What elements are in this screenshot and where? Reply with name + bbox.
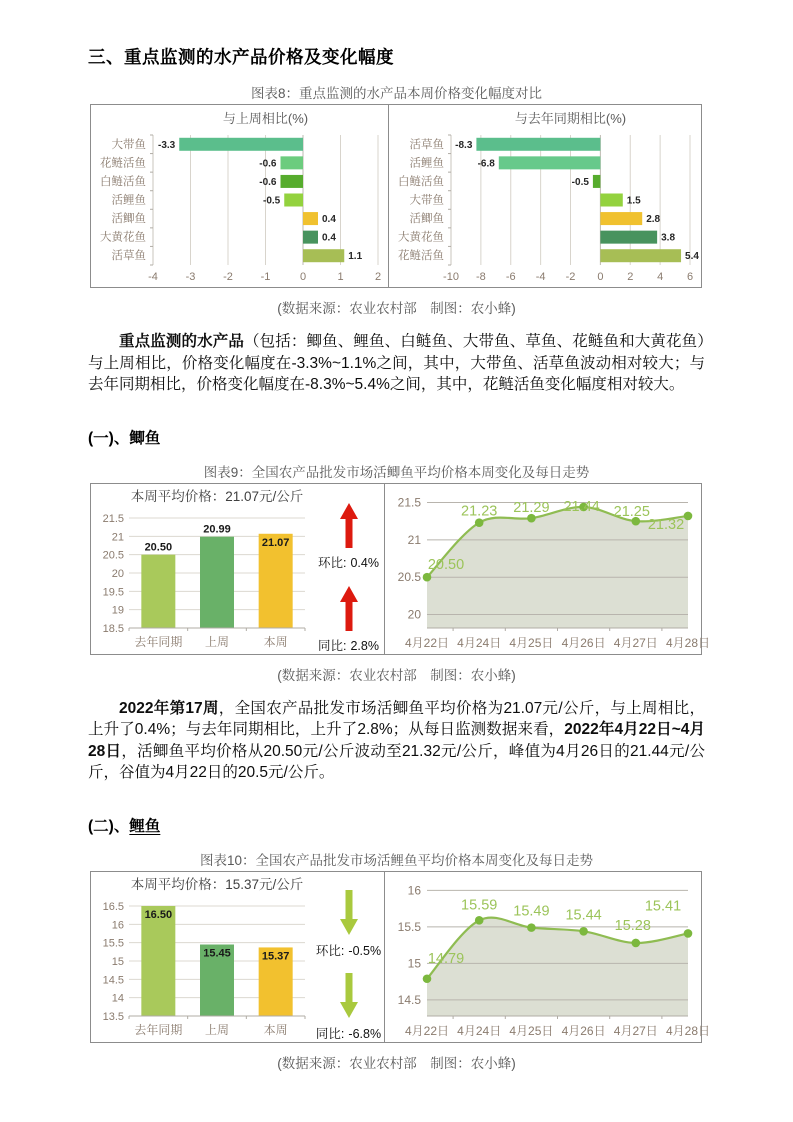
svg-text:4月26日: 4月26日	[561, 635, 606, 650]
svg-text:20.5: 20.5	[397, 569, 421, 584]
figure10-ratio-column	[313, 872, 384, 1042]
svg-text:15.49: 15.49	[513, 903, 550, 920]
figure8-source-note: (数据来源：农业农村部 制图：农小蜂)	[277, 301, 516, 316]
svg-text:16: 16	[407, 882, 421, 897]
paragraph-overview-bold: 重点监测的水产品	[119, 333, 245, 350]
svg-text:15.44: 15.44	[565, 906, 602, 923]
svg-text:-8.3: -8.3	[455, 139, 473, 151]
page-title: 三、重点监测的水产品价格及变化幅度	[88, 47, 394, 67]
svg-text:14.5: 14.5	[397, 992, 421, 1007]
figure8-right-panel	[389, 105, 700, 287]
svg-text:5.4: 5.4	[685, 251, 699, 263]
svg-text:4月28日: 4月28日	[665, 1023, 711, 1038]
figure10-source-note: (数据来源：农业农村部 制图：农小蜂)	[277, 1055, 516, 1071]
svg-text:4: 4	[657, 271, 664, 283]
svg-text:16.50: 16.50	[144, 908, 173, 921]
svg-text:20: 20	[407, 607, 421, 622]
svg-text:-1: -1	[260, 271, 271, 283]
svg-text:16: 16	[111, 918, 124, 931]
svg-text:20.99: 20.99	[203, 523, 231, 536]
svg-text:-8: -8	[475, 271, 486, 283]
svg-text:与上周相比(%): 与上周相比(%)	[222, 111, 309, 126]
chart-week-compare	[91, 105, 388, 287]
svg-text:15.5: 15.5	[397, 919, 421, 934]
svg-text:21.44: 21.44	[563, 498, 600, 515]
svg-text:大黄花鱼: 大黄花鱼	[398, 231, 444, 244]
svg-text:4月26日: 4月26日	[561, 1023, 606, 1038]
paragraph-overview	[88, 331, 705, 396]
svg-text:-10: -10	[443, 271, 459, 283]
wow-ratio: 环比: -0.5%	[315, 943, 382, 958]
svg-text:4月27日: 4月27日	[613, 635, 658, 650]
svg-text:去年同期: 去年同期	[134, 634, 183, 649]
figure9-caption: 图表9：全国农产品批发市场活鲫鱼平均价格本周变化及每日走势	[203, 464, 590, 480]
svg-text:4月22日: 4月22日	[404, 635, 450, 650]
yoy-ratio: 同比: -6.8%	[315, 1026, 382, 1041]
svg-text:4月28日: 4月28日	[665, 635, 711, 650]
up-arrow-icon	[336, 500, 362, 550]
svg-text:本周: 本周	[263, 1022, 288, 1037]
svg-text:-2: -2	[565, 271, 576, 283]
figure10-right-panel	[385, 872, 711, 1042]
svg-text:21.5: 21.5	[102, 512, 124, 525]
svg-text:上周: 上周	[204, 634, 230, 649]
svg-text:14.79: 14.79	[427, 950, 465, 967]
chart-year-compare	[389, 105, 700, 287]
svg-text:-0.5: -0.5	[571, 176, 589, 188]
svg-text:1.5: 1.5	[626, 195, 641, 207]
section-heading-crucian: (一)、鲫鱼	[88, 429, 161, 447]
svg-text:19: 19	[111, 604, 124, 617]
svg-text:4月22日: 4月22日	[404, 1023, 450, 1038]
figure9-right-panel	[385, 484, 711, 654]
down-arrow-icon	[336, 888, 362, 938]
section-heading-carp: (二)、鲤鱼	[88, 817, 161, 835]
svg-text:去年同期: 去年同期	[134, 1022, 183, 1037]
svg-text:花鲢活鱼: 花鲢活鱼	[100, 157, 146, 170]
svg-text:15: 15	[407, 955, 421, 970]
svg-text:13.5: 13.5	[102, 1010, 124, 1023]
svg-text:14: 14	[111, 992, 124, 1005]
wow-ratio: 环比: 0.4%	[318, 555, 379, 570]
svg-text:0.4: 0.4	[322, 214, 336, 226]
svg-text:21.23: 21.23	[461, 503, 498, 520]
svg-text:21: 21	[407, 532, 421, 547]
figure8-caption: 图表8：重点监测的水产品本周价格变化幅度对比	[250, 86, 542, 101]
yoy-ratio: 同比: 2.8%	[318, 638, 379, 653]
svg-text:-2: -2	[223, 271, 233, 283]
svg-text:4月24日: 4月24日	[457, 635, 502, 650]
chart-crucian-weekly-bars	[91, 484, 313, 654]
svg-text:活鲤鱼: 活鲤鱼	[409, 157, 444, 170]
svg-text:大带鱼: 大带鱼	[111, 138, 146, 151]
paragraph-crucian: 2022年第17周，全国农产品批发市场活鲫鱼平均价格为21.07元/公斤，与上周相比，上升了0.4%；与去年同期相比，上升了2.8%；从每日监测数据来看，2022年4月22日~4月28日，活鲫鱼平均价格从20.50元/公斤波动至21.32元/公斤，峰值为4月26日的21.44元/公斤，谷值为4月22日的20.5元/公斤。	[88, 699, 705, 781]
svg-text:21.25: 21.25	[613, 503, 650, 520]
figure10-caption: 图表10：全国农产品批发市场活鲤鱼平均价格本周变化及每日走势	[199, 852, 593, 868]
svg-text:20.50: 20.50	[144, 541, 173, 554]
svg-text:-0.6: -0.6	[259, 176, 277, 188]
chart-carp-weekly-bars	[91, 872, 313, 1042]
svg-text:1: 1	[337, 271, 344, 283]
svg-text:20.50: 20.50	[427, 556, 465, 573]
chart-crucian-daily-line	[385, 484, 711, 654]
svg-text:15: 15	[111, 955, 124, 968]
svg-text:15.41: 15.41	[644, 897, 682, 914]
svg-text:-0.5: -0.5	[263, 195, 281, 207]
svg-text:14.5: 14.5	[102, 973, 124, 986]
svg-text:0: 0	[299, 271, 307, 283]
svg-text:19.5: 19.5	[102, 585, 124, 598]
svg-text:4月25日: 4月25日	[509, 1023, 554, 1038]
svg-text:活鲫鱼: 活鲫鱼	[111, 213, 146, 226]
svg-text:-4: -4	[535, 271, 546, 283]
figure9-box	[90, 483, 711, 655]
svg-text:21.5: 21.5	[397, 494, 421, 509]
svg-text:15.5: 15.5	[102, 937, 124, 950]
chart-carp-daily-line	[385, 872, 711, 1042]
svg-text:活鲫鱼: 活鲫鱼	[409, 213, 444, 226]
svg-text:2: 2	[627, 271, 634, 283]
svg-text:0: 0	[597, 271, 604, 283]
svg-text:本周: 本周	[263, 634, 288, 649]
figure10-box	[90, 871, 711, 1043]
svg-text:15.59: 15.59	[461, 896, 498, 913]
figure8-box	[90, 104, 702, 288]
svg-text:白鲢活鱼: 白鲢活鱼	[398, 175, 444, 188]
svg-text:21.32: 21.32	[647, 516, 685, 533]
svg-text:本周平均价格：15.37元/公斤: 本周平均价格：15.37元/公斤	[130, 876, 304, 892]
svg-text:21.29: 21.29	[513, 499, 550, 516]
figure9-source-note: (数据来源：农业农村部 制图：农小蜂)	[277, 667, 516, 683]
svg-text:21.07: 21.07	[261, 536, 290, 549]
up-arrow-icon	[336, 583, 362, 633]
svg-text:活草鱼: 活草鱼	[409, 138, 444, 151]
svg-text:20.5: 20.5	[102, 549, 124, 562]
svg-text:白鲢活鱼: 白鲢活鱼	[100, 175, 146, 188]
svg-text:0.4: 0.4	[322, 232, 336, 244]
svg-text:-6.8: -6.8	[477, 158, 495, 170]
svg-text:16.5: 16.5	[102, 900, 124, 913]
svg-text:21: 21	[111, 530, 124, 543]
figure8-left-panel	[91, 105, 389, 287]
svg-text:4月25日: 4月25日	[509, 635, 554, 650]
figure10-left-panel	[91, 872, 385, 1042]
paragraph-overview-text: （包括：鲫鱼、鲤鱼、白鲢鱼、大带鱼、草鱼、花鲢鱼和大黄花鱼）与上周相比，价格变化幅度在-3.3%~1.1%之间，其中，大带鱼、活草鱼波动相对较大；与去年同期相比，价格变化幅度在-8.3%~5.4%之间，其中，花鲢活鱼变化幅度相对较大。	[88, 333, 705, 393]
svg-text:4月27日: 4月27日	[613, 1023, 658, 1038]
svg-text:-4: -4	[148, 271, 158, 283]
svg-text:上周: 上周	[204, 1022, 230, 1037]
svg-text:15.28: 15.28	[614, 917, 651, 934]
svg-text:1.1: 1.1	[348, 251, 363, 263]
svg-text:花鲢活鱼: 花鲢活鱼	[398, 250, 444, 263]
svg-text:活草鱼: 活草鱼	[111, 250, 146, 263]
figure9-left-panel	[91, 484, 385, 654]
svg-text:15.45: 15.45	[203, 947, 231, 959]
svg-text:2: 2	[374, 271, 382, 283]
svg-text:大黄花鱼: 大黄花鱼	[100, 231, 146, 244]
svg-text:6: 6	[686, 271, 694, 283]
svg-text:-6: -6	[505, 271, 516, 283]
svg-text:18.5: 18.5	[102, 622, 124, 635]
svg-text:20: 20	[111, 567, 124, 580]
svg-text:-0.6: -0.6	[259, 158, 277, 170]
svg-text:15.37: 15.37	[261, 949, 290, 962]
svg-text:-3.3: -3.3	[158, 139, 176, 151]
svg-text:与去年同期相比(%): 与去年同期相比(%)	[514, 111, 627, 126]
svg-text:3.8: 3.8	[661, 232, 676, 244]
svg-text:本周平均价格：21.07元/公斤: 本周平均价格：21.07元/公斤	[130, 488, 304, 504]
svg-text:-3: -3	[185, 271, 196, 283]
svg-text:4月24日: 4月24日	[457, 1023, 502, 1038]
figure9-ratio-column	[313, 484, 384, 654]
down-arrow-icon	[336, 971, 362, 1021]
svg-text:大带鱼: 大带鱼	[409, 194, 444, 207]
svg-text:2.8: 2.8	[646, 214, 661, 226]
svg-text:活鲤鱼: 活鲤鱼	[111, 194, 146, 207]
